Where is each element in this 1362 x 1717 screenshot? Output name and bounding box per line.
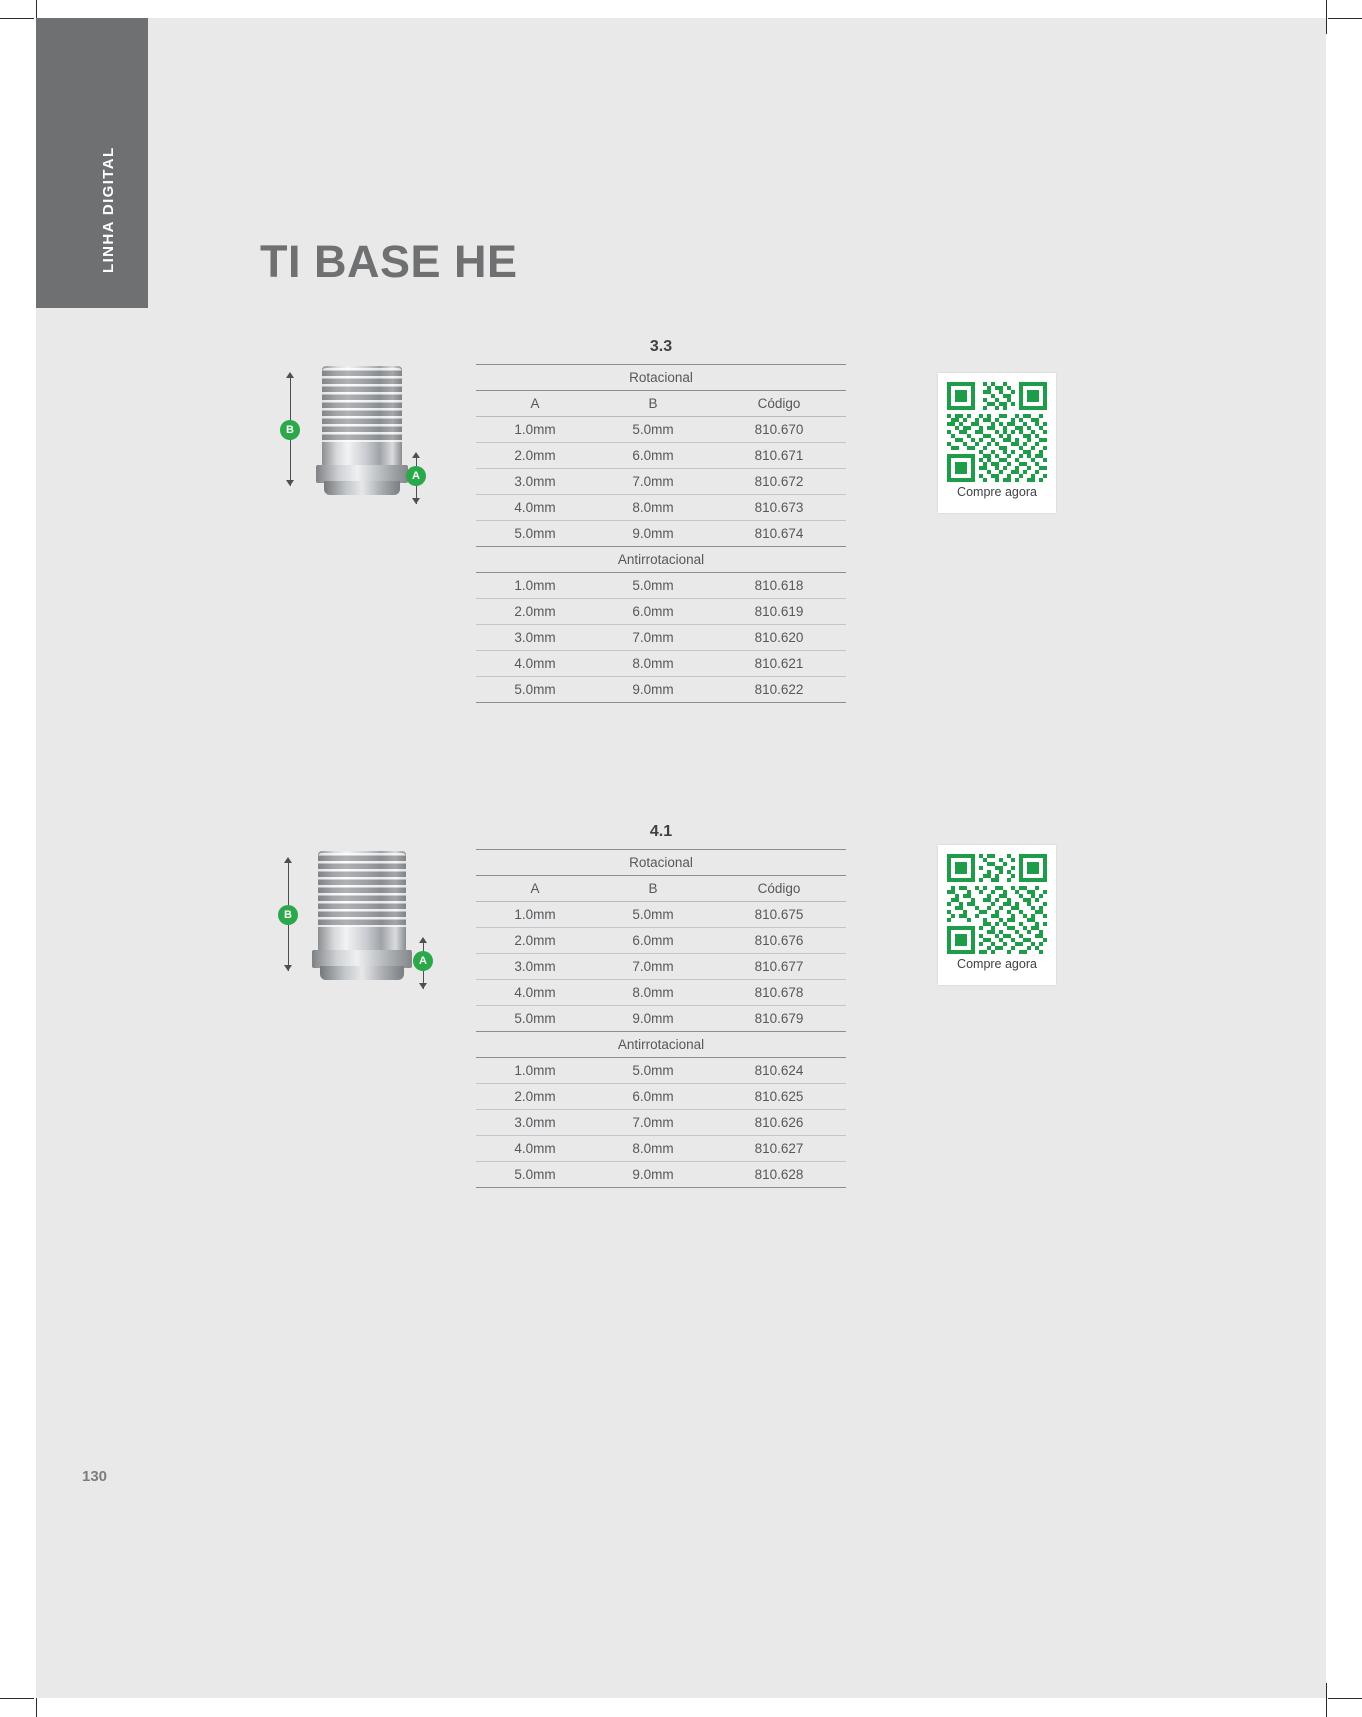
crop-mark bbox=[1328, 1698, 1362, 1699]
dim-arrow-a-top bbox=[412, 452, 420, 458]
section-header-label: Rotacional bbox=[476, 365, 846, 391]
cell-a: 4.0mm bbox=[476, 1136, 594, 1162]
cell-b: 5.0mm bbox=[594, 1058, 712, 1084]
column-header-a: A bbox=[476, 391, 594, 417]
cell-code: 810.678 bbox=[712, 980, 846, 1006]
cell-a: 1.0mm bbox=[476, 417, 594, 443]
cell-a: 4.0mm bbox=[476, 495, 594, 521]
table-row bbox=[476, 469, 846, 495]
column-header-b: B bbox=[594, 876, 712, 902]
cell-code: 810.627 bbox=[712, 1136, 846, 1162]
column-header-a: A bbox=[476, 876, 594, 902]
page-title: TI BASE HE bbox=[260, 236, 518, 288]
abutment-threads bbox=[318, 853, 406, 927]
cell-code: 810.676 bbox=[712, 928, 846, 954]
table-row bbox=[476, 1084, 846, 1110]
column-header-row bbox=[476, 391, 846, 417]
cell-a: 2.0mm bbox=[476, 443, 594, 469]
table-row bbox=[476, 1162, 846, 1188]
cell-b: 7.0mm bbox=[594, 954, 712, 980]
table-row bbox=[476, 1110, 846, 1136]
abutment-image bbox=[310, 851, 414, 981]
cell-b: 9.0mm bbox=[594, 1162, 712, 1188]
product-figure bbox=[264, 356, 464, 526]
badge-b: B bbox=[280, 420, 300, 440]
spec-table-4-1 bbox=[476, 823, 846, 1188]
cell-code: 810.624 bbox=[712, 1058, 846, 1084]
cell-a: 5.0mm bbox=[476, 1006, 594, 1032]
cell-a: 3.0mm bbox=[476, 954, 594, 980]
cell-b: 6.0mm bbox=[594, 1084, 712, 1110]
cell-b: 7.0mm bbox=[594, 469, 712, 495]
qr-code-icon[interactable] bbox=[947, 854, 1047, 954]
cell-a: 3.0mm bbox=[476, 625, 594, 651]
table-row bbox=[476, 677, 846, 703]
cell-a: 5.0mm bbox=[476, 677, 594, 703]
section-header-label: Antirrotacional bbox=[476, 1032, 846, 1058]
cell-b: 8.0mm bbox=[594, 980, 712, 1006]
page-number: 130 bbox=[82, 1468, 108, 1485]
spec-table bbox=[476, 364, 846, 703]
cell-a: 5.0mm bbox=[476, 1162, 594, 1188]
section-tab-label: LINHA DIGITAL bbox=[100, 146, 117, 273]
table-row bbox=[476, 573, 846, 599]
product-figure bbox=[264, 841, 464, 1011]
table-row bbox=[476, 1136, 846, 1162]
crop-mark bbox=[0, 1698, 34, 1699]
section-header-rotational bbox=[476, 365, 846, 391]
catalog-page bbox=[36, 18, 1326, 1698]
cell-code: 810.628 bbox=[712, 1162, 846, 1188]
qr-caption[interactable]: Compre agora bbox=[957, 485, 1037, 499]
table-row bbox=[476, 417, 846, 443]
cell-a: 1.0mm bbox=[476, 902, 594, 928]
spec-table-3-3 bbox=[476, 338, 846, 703]
table-row bbox=[476, 1058, 846, 1084]
table-row bbox=[476, 521, 846, 547]
crop-mark bbox=[1328, 18, 1362, 19]
cell-b: 9.0mm bbox=[594, 1006, 712, 1032]
section-header-label: Antirrotacional bbox=[476, 547, 846, 573]
table-row bbox=[476, 495, 846, 521]
abutment-threads bbox=[322, 368, 402, 442]
cell-code: 810.675 bbox=[712, 902, 846, 928]
dim-arrow-b-bottom bbox=[284, 965, 292, 971]
cell-a: 2.0mm bbox=[476, 928, 594, 954]
cell-code: 810.672 bbox=[712, 469, 846, 495]
cell-code: 810.679 bbox=[712, 1006, 846, 1032]
cell-a: 5.0mm bbox=[476, 521, 594, 547]
table-row bbox=[476, 625, 846, 651]
cell-b: 8.0mm bbox=[594, 1136, 712, 1162]
cell-code: 810.673 bbox=[712, 495, 846, 521]
cell-a: 1.0mm bbox=[476, 1058, 594, 1084]
cell-code: 810.621 bbox=[712, 651, 846, 677]
abutment-image bbox=[314, 366, 410, 496]
cell-code: 810.626 bbox=[712, 1110, 846, 1136]
cell-a: 3.0mm bbox=[476, 469, 594, 495]
crop-mark bbox=[1326, 0, 1327, 34]
cell-a: 4.0mm bbox=[476, 980, 594, 1006]
cell-code: 810.625 bbox=[712, 1084, 846, 1110]
spec-table bbox=[476, 849, 846, 1188]
column-header-code: Código bbox=[712, 876, 846, 902]
cell-code: 810.671 bbox=[712, 443, 846, 469]
table-row bbox=[476, 651, 846, 677]
column-header-code: Código bbox=[712, 391, 846, 417]
table-row bbox=[476, 928, 846, 954]
qr-code-card[interactable] bbox=[938, 845, 1056, 985]
spec-table-title: 4.1 bbox=[649, 823, 673, 840]
cell-a: 2.0mm bbox=[476, 1084, 594, 1110]
dim-arrow-a-top bbox=[419, 937, 427, 943]
table-row bbox=[476, 902, 846, 928]
cell-b: 9.0mm bbox=[594, 677, 712, 703]
abutment-base bbox=[324, 481, 400, 495]
column-header-b: B bbox=[594, 391, 712, 417]
cell-code: 810.677 bbox=[712, 954, 846, 980]
dim-arrow-a-bottom bbox=[412, 498, 420, 504]
cell-code: 810.619 bbox=[712, 599, 846, 625]
cell-b: 9.0mm bbox=[594, 521, 712, 547]
dim-arrow-b-bottom bbox=[286, 480, 294, 486]
cell-code: 810.620 bbox=[712, 625, 846, 651]
section-header-antirotational bbox=[476, 1032, 846, 1058]
section-header-rotational bbox=[476, 850, 846, 876]
table-row bbox=[476, 1006, 846, 1032]
cell-b: 7.0mm bbox=[594, 1110, 712, 1136]
dim-arrow-b-top bbox=[284, 857, 292, 863]
cell-a: 4.0mm bbox=[476, 651, 594, 677]
section-header-antirotational bbox=[476, 547, 846, 573]
cell-b: 5.0mm bbox=[594, 573, 712, 599]
cell-code: 810.674 bbox=[712, 521, 846, 547]
qr-code-icon[interactable] bbox=[947, 382, 1047, 482]
section-tab bbox=[36, 18, 148, 308]
table-row bbox=[476, 954, 846, 980]
cell-b: 6.0mm bbox=[594, 599, 712, 625]
badge-b: B bbox=[278, 905, 298, 925]
section-header-label: Rotacional bbox=[476, 850, 846, 876]
table-row bbox=[476, 599, 846, 625]
cell-b: 5.0mm bbox=[594, 902, 712, 928]
abutment-base bbox=[320, 966, 404, 980]
crop-mark bbox=[1326, 1683, 1327, 1717]
spec-table-title: 3.3 bbox=[649, 338, 673, 355]
cell-a: 2.0mm bbox=[476, 599, 594, 625]
qr-caption[interactable]: Compre agora bbox=[957, 957, 1037, 971]
dim-arrow-a-bottom bbox=[419, 983, 427, 989]
cell-code: 810.622 bbox=[712, 677, 846, 703]
crop-mark bbox=[0, 18, 34, 19]
badge-a: A bbox=[413, 951, 433, 971]
dim-arrow-b-top bbox=[286, 372, 294, 378]
badge-a: A bbox=[406, 466, 426, 486]
cell-code: 810.670 bbox=[712, 417, 846, 443]
qr-code-card[interactable] bbox=[938, 373, 1056, 513]
table-row bbox=[476, 443, 846, 469]
cell-b: 8.0mm bbox=[594, 651, 712, 677]
cell-a: 1.0mm bbox=[476, 573, 594, 599]
column-header-row bbox=[476, 876, 846, 902]
cell-b: 6.0mm bbox=[594, 443, 712, 469]
cell-b: 7.0mm bbox=[594, 625, 712, 651]
cell-b: 5.0mm bbox=[594, 417, 712, 443]
table-row bbox=[476, 980, 846, 1006]
cell-code: 810.618 bbox=[712, 573, 846, 599]
cell-a: 3.0mm bbox=[476, 1110, 594, 1136]
cell-b: 8.0mm bbox=[594, 495, 712, 521]
cell-b: 6.0mm bbox=[594, 928, 712, 954]
